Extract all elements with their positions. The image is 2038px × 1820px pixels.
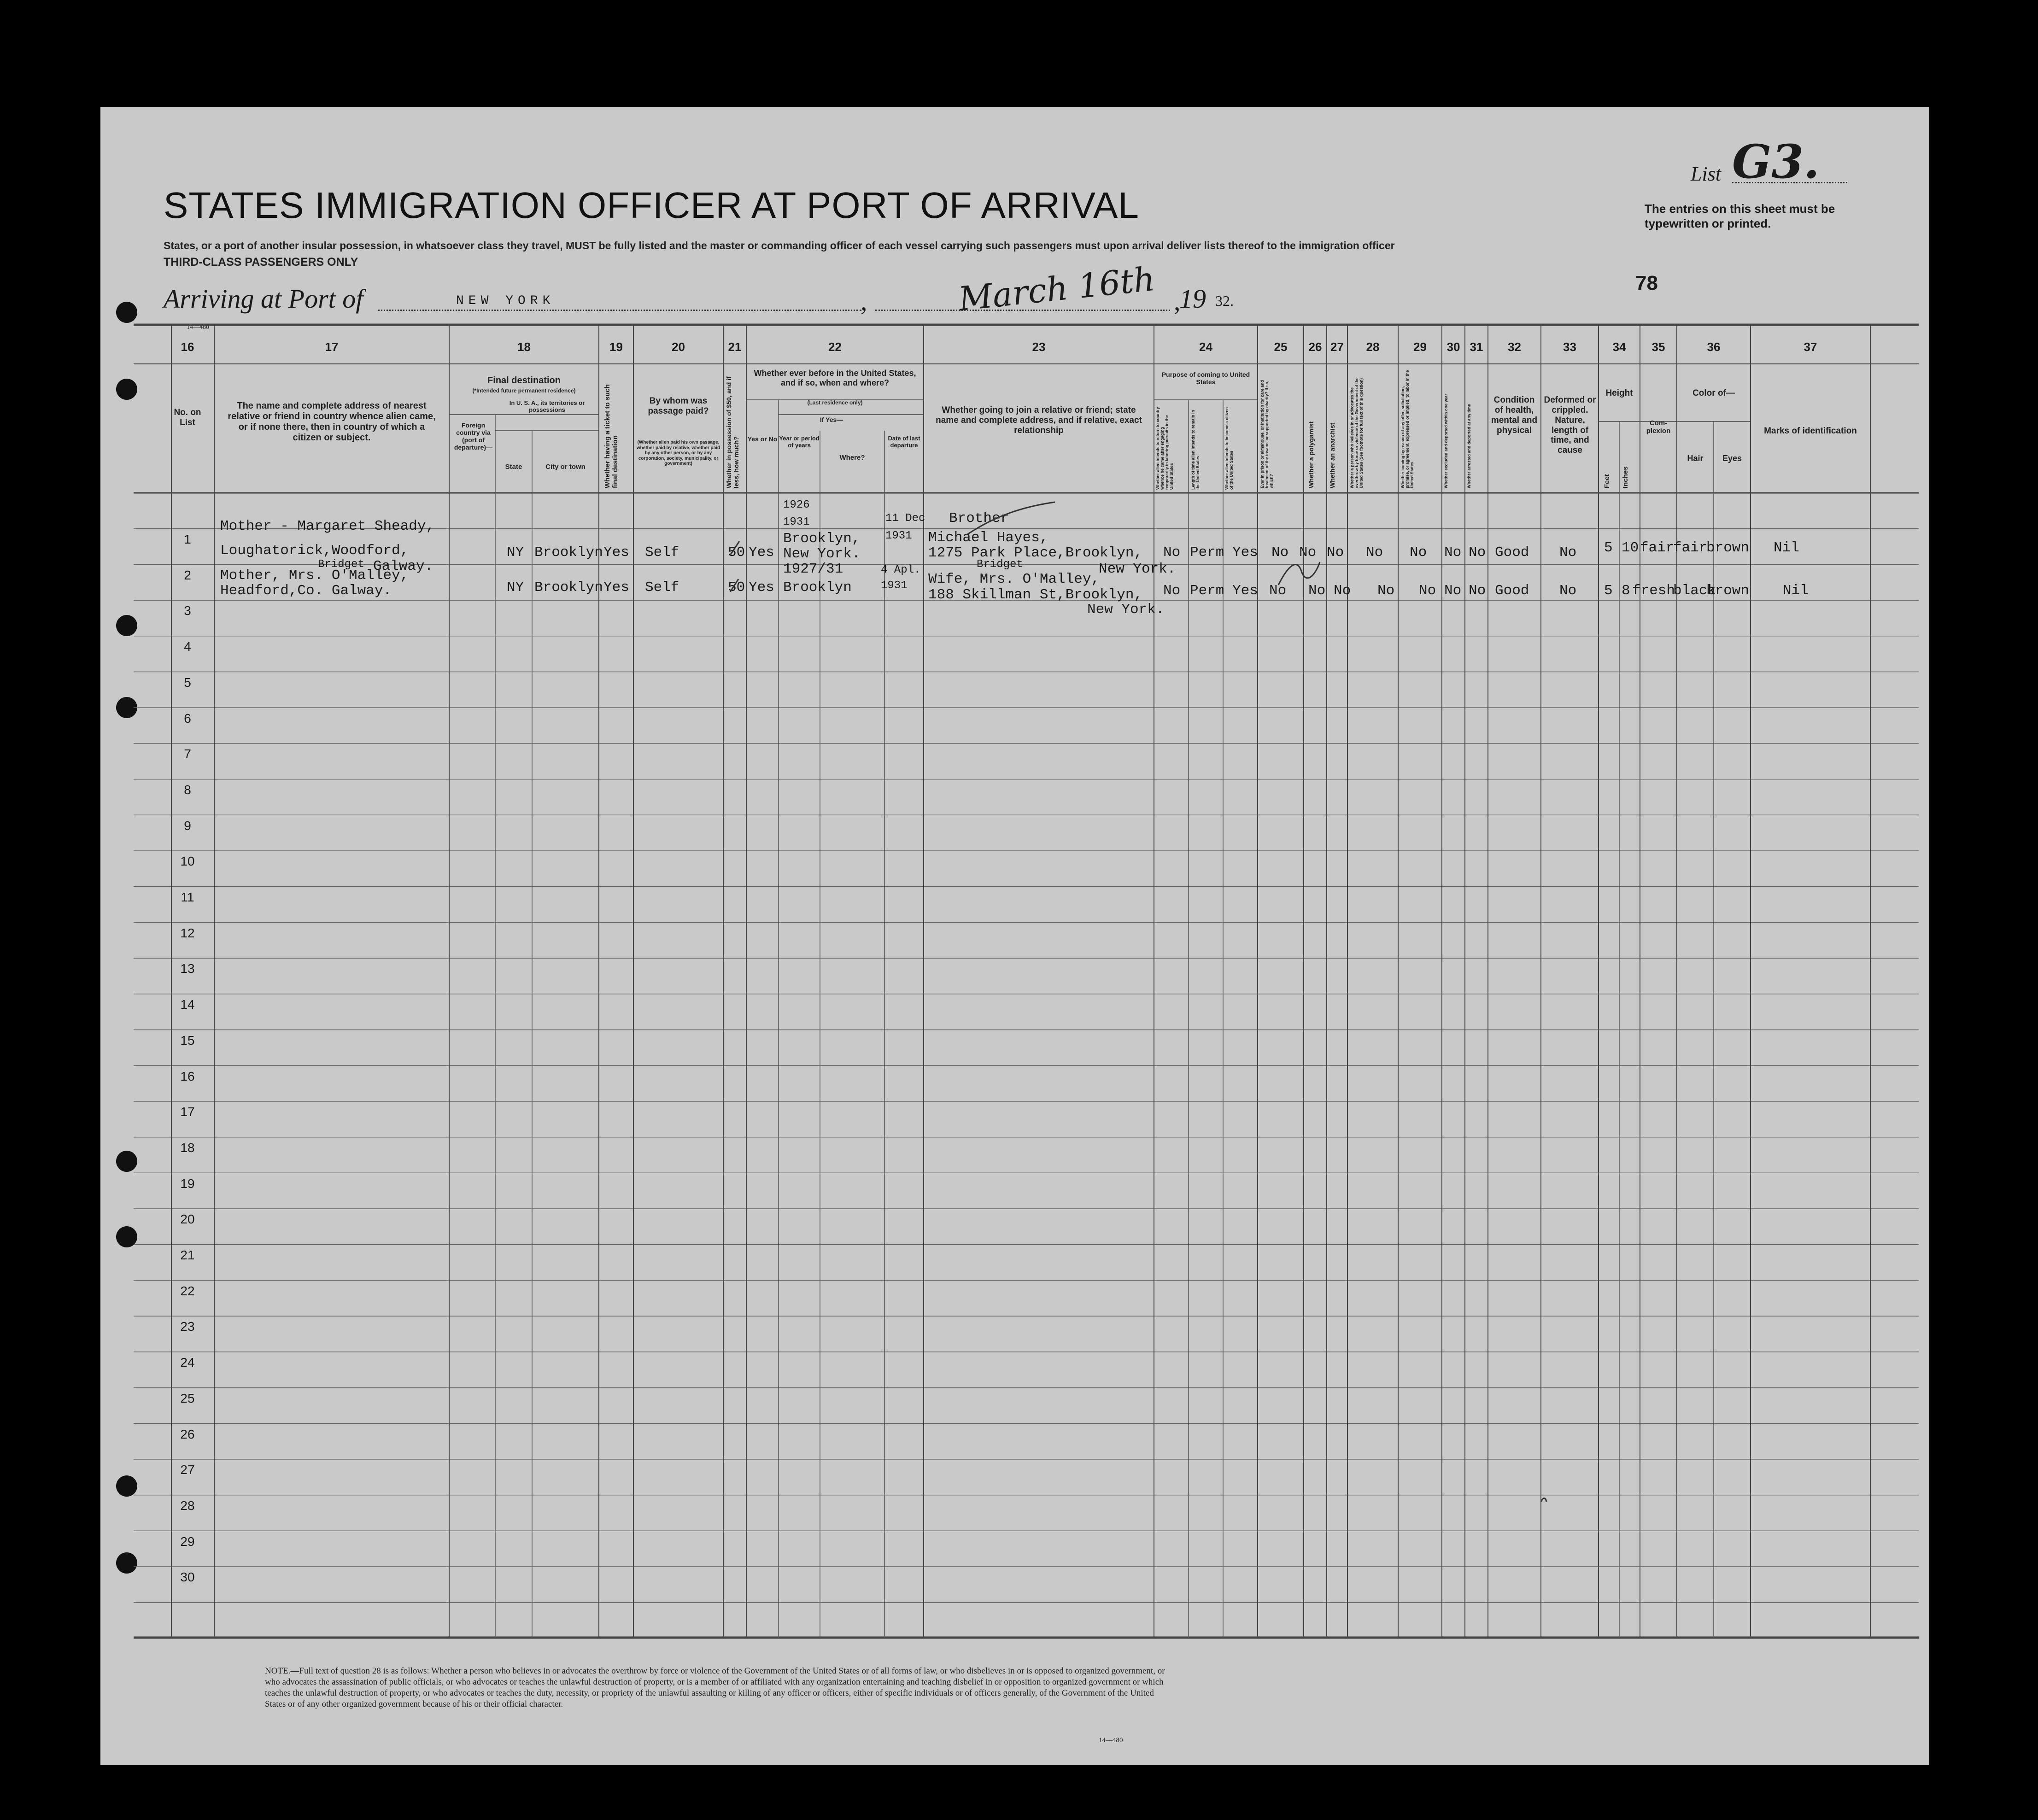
row1-years-b: 1931 (783, 516, 810, 528)
header-state: State (505, 463, 522, 471)
row-number: 24 (180, 1355, 195, 1370)
header-color-of: Color of— (1692, 388, 1735, 398)
row1-prison: No (1271, 544, 1289, 561)
column-number: 32 (1508, 340, 1521, 354)
row-number: 22 (180, 1283, 195, 1298)
row2-ticket: Yes (603, 579, 629, 596)
column-number: 17 (325, 340, 339, 354)
header-no-on-list: No. on List (174, 408, 201, 427)
row2-join-extra: Bridget (977, 558, 1023, 571)
row-number: 8 (184, 782, 191, 797)
row1-join-line2: Michael Hayes, (928, 530, 1048, 546)
column-number: 21 (728, 340, 742, 354)
handwritten-date: March 16th (956, 259, 1157, 319)
row-number: 10 (180, 854, 195, 869)
row1-return: No (1163, 544, 1181, 561)
header-purpose-return: Whether alien intends to return to country whence he came after engaging temporarily in laboring pursuits in the United States (1155, 407, 1174, 490)
row-number: 7 (184, 747, 191, 761)
header-purpose-citizen: Whether alien intends to become a citizen of the United States (1224, 407, 1234, 490)
row1-join-line1: Brother (949, 510, 1009, 527)
column-number: 18 (517, 340, 531, 354)
header-purpose-length: Length of time alien intends to remain in the United States (1191, 410, 1200, 490)
header-excluded: Whether excluded and deported within one year (1444, 393, 1448, 488)
comma: , (1174, 286, 1181, 316)
year-prefix: 19 (1179, 284, 1206, 314)
row-number: 26 (180, 1427, 195, 1441)
row2-join-line3: New York. (1087, 602, 1165, 618)
class-line: THIRD-CLASS PASSENGERS ONLY (164, 256, 358, 269)
row-number: 9 (184, 818, 191, 833)
header-final-destination-sub: (*Intended future permanent residence) (472, 387, 576, 394)
row1-relative-line1: Mother - Margaret Sheady, (220, 518, 435, 534)
row-number: 4 (184, 639, 191, 654)
row-number: 1 (184, 532, 191, 546)
row2-hair: black (1673, 583, 1716, 599)
row2-anarchist: No (1334, 583, 1351, 599)
entries-note: The entries on this sheet must be typewritten or printed. (1645, 202, 1835, 230)
column-number: 25 (1274, 340, 1288, 354)
row1-marks: Nil (1774, 540, 1799, 556)
header-city: City or town (545, 463, 586, 471)
row2-relative-line2: Headford,Co. Galway. (220, 583, 392, 599)
row-number: 18 (180, 1140, 195, 1155)
list-number: G3. (1732, 135, 1820, 189)
row2-marks: Nil (1783, 583, 1809, 599)
header-year-period: Year or period of years (779, 435, 820, 449)
row1-where-line1: Brooklyn, (783, 531, 861, 547)
header-polygamist: Whether a polygamist (1307, 421, 1315, 488)
row2-ever-in-us: Yes (749, 579, 774, 596)
column-number: 20 (672, 340, 685, 354)
header-complexion: Com-plexion (1646, 419, 1671, 435)
row-number: 15 (180, 1033, 195, 1048)
column-number: 37 (1804, 340, 1817, 354)
row-number: 16 (180, 1069, 195, 1083)
row1-paid-by: Self (645, 544, 679, 561)
header-final-destination: Final destination (487, 375, 561, 386)
row2-where: Brooklyn (783, 579, 852, 596)
column-number: 19 (609, 340, 623, 354)
header-hair: Hair (1687, 454, 1704, 463)
form-code-bottom: 14—480 (1099, 1737, 1123, 1744)
subtitle: States, or a port of another insular possession, in whatsoever class they travel, MUST be fully listed and the master or commanding officer of each vessel carrying such passengers must upon arrival deliver lists thereof to the immigration officer (164, 240, 1395, 252)
row-number: 2 (184, 568, 191, 582)
row1-length: Perm (1190, 544, 1224, 561)
row2-join-line1: Wife, Mrs. O'Malley, (928, 571, 1100, 587)
arriving-label: Arriving at Port of (164, 284, 363, 314)
header-deformed: Deformed or crippled. Nature, length of time, and cause (1544, 395, 1596, 456)
header-foreign-country: Foreign country via (port of departure)— (454, 421, 493, 451)
row1-join-line3: 1275 Park Place,Brooklyn, (928, 545, 1143, 561)
header-in-usa: In U. S. A., its territories or possessions (509, 399, 585, 413)
row1-anarchist: No (1327, 544, 1344, 561)
header-anarchist: Whether an anarchist (1329, 422, 1336, 488)
row-number: 6 (184, 711, 191, 726)
header-passage-paid: By whom was passage paid? (648, 396, 709, 416)
row2-years: 1927/31 (783, 561, 843, 577)
column-number: 30 (1447, 340, 1460, 354)
header-yes-or-no: Yes or No (747, 435, 778, 443)
row-number: 17 (180, 1105, 195, 1119)
list-label: List (1691, 163, 1722, 185)
row1-city: Brooklyn (534, 544, 603, 561)
row-number: 27 (180, 1463, 195, 1477)
row2-complexion: fresh (1632, 583, 1675, 599)
comma: , (861, 286, 867, 316)
row2-join-line2: 188 Skillman St,Brooklyn, (928, 587, 1143, 603)
row-number: 19 (180, 1176, 195, 1191)
header-feet: Feet (1603, 474, 1611, 488)
row-number: 25 (180, 1391, 195, 1405)
row1-ticket: Yes (603, 544, 629, 561)
header-money: Whether in possession of $50, and if less, how much? (725, 376, 740, 488)
row1-q28: No (1366, 544, 1383, 561)
row1-departure-b: 1931 (885, 530, 912, 542)
row2-eyes: brown (1706, 583, 1750, 599)
row1-deformed: No (1559, 544, 1577, 561)
column-number: 34 (1612, 340, 1626, 354)
row2-prison: No (1269, 583, 1287, 599)
row2-q29: No (1419, 583, 1436, 599)
column-number: 35 (1651, 340, 1665, 354)
row-number: 23 (180, 1319, 195, 1334)
row2-citizen: Yes (1232, 583, 1258, 599)
header-eyes: Eyes (1722, 454, 1742, 463)
row1-polygamist: No (1299, 544, 1317, 561)
row-number: 20 (180, 1212, 195, 1227)
header-ever-in-us: Whether ever before in the United States, and if so, when and where? (754, 369, 916, 387)
column-number: 28 (1366, 340, 1380, 354)
row2-length: Perm (1190, 583, 1224, 599)
header-marks: Marks of identification (1764, 426, 1857, 436)
row-number: 14 (180, 997, 195, 1012)
header-ever-in-us-sub: (Last residence only) (807, 399, 863, 406)
header-ticket: Whether having a ticket to such final destination (603, 384, 619, 488)
header-health: Condition of health, mental and physical (1491, 395, 1538, 435)
row2-q30: No (1444, 583, 1462, 599)
header-going-to-join: Whether going to join a relative or friend; state name and complete address, and if relative, exact relationship (936, 405, 1142, 435)
row2-q28: No (1377, 583, 1395, 599)
row1-hair: fair (1673, 540, 1708, 556)
column-number: 26 (1308, 340, 1322, 354)
row1-q31: No (1469, 544, 1486, 561)
header-inches: Inches (1622, 466, 1629, 488)
row1-money: 50 (728, 544, 745, 561)
year-suffix: 32. (1215, 293, 1234, 309)
row2-health: Good (1495, 583, 1529, 599)
row1-q29: No (1410, 544, 1427, 561)
row-number: 12 (180, 925, 195, 940)
row2-state: NY (507, 579, 524, 596)
header-question-29: Whether coming by reason of any offer, solicitation, promise, or agreement, expressed or implied, to labor in the United States (1400, 370, 1414, 488)
row2-departure-b: 1931 (881, 579, 908, 592)
row-number: 3 (184, 603, 191, 618)
column-number: 33 (1563, 340, 1576, 354)
column-number: 16 (181, 340, 194, 354)
page-number: 78 (1635, 272, 1658, 294)
row-number: 5 (184, 675, 191, 690)
row1-q30: No (1444, 544, 1462, 561)
row2-money: 50 (728, 579, 745, 596)
row-number: 30 (180, 1570, 195, 1585)
row2-departure-a: 4 Apl. (881, 564, 921, 576)
row2-feet: 5 (1604, 583, 1613, 599)
row2-deformed: No (1559, 583, 1577, 599)
port-value: NEW YORK (456, 294, 555, 308)
row1-complexion: fair (1640, 540, 1675, 556)
column-number: 36 (1707, 340, 1721, 354)
column-number: 29 (1413, 340, 1427, 354)
row1-join-line4: New York. (1099, 561, 1176, 577)
row-number: 11 (181, 890, 194, 904)
row1-feet: 5 (1604, 540, 1613, 556)
header-question-28: Whether a person who believes in or advocates the overthrow by force or violence of the Government of the United States (See footnote for full text of this question) (1350, 377, 1364, 488)
row-number: 21 (180, 1248, 195, 1262)
form-code-top: 14—480 (187, 324, 209, 331)
row2-city: Brooklyn (534, 579, 603, 596)
row2-paid-by: Self (645, 579, 679, 596)
row2-relative-extra: Bridget (318, 558, 364, 571)
header-purpose: Purpose of coming to United States (1161, 371, 1250, 386)
row2-inches: 8 (1622, 583, 1630, 599)
row1-eyes: brown (1706, 540, 1750, 556)
column-number: 22 (828, 340, 842, 354)
footnote: NOTE.—Full text of question 28 is as follows: Whether a person who believes in or advocates the overthrow by force or violence of the Government of the United States or of all forms of law, or who disbelieves in or is opposed to organized government, or who advocates the assassination of public officials, or who advocates or teaches the unlawful destruction of property, or is a member of or affiliated with any organization entertaining and teaching disbelief in or opposition to organized government or which teaches the unlawful destruction of property, or who advocates or teaches the duty, necessity, or propriety of the unlawful assaulting or killing of any officer or officers, either of specific individuals or of officers generally, of the Government of the United States or of any other organized government because of his or their official character. (265, 1666, 1165, 1709)
row1-state: NY (507, 544, 524, 561)
header-nearest-relative: The name and complete address of nearest relative or friend in country whence alien came, or if none there, then in country of which a citizen or subject. (228, 401, 436, 443)
row2-relative-line1: Mother, Mrs. O'Malley, (220, 568, 409, 584)
header-where: Where? (839, 454, 865, 462)
row1-inches: 10 (1622, 540, 1639, 556)
page-title: STATES IMMIGRATION OFFICER AT PORT OF ARRIVAL (164, 185, 1139, 226)
header-arrested: Whether arrested and deported at any time (1467, 404, 1471, 488)
row-number: 29 (180, 1534, 195, 1549)
header-if-yes: If Yes— (820, 416, 843, 423)
row1-years-a: 1926 (783, 499, 810, 511)
header-date-departure: Date of last departure (888, 435, 920, 449)
column-number: 31 (1470, 340, 1483, 354)
row1-departure-a: 11 Dec (885, 512, 925, 525)
row-number: 13 (180, 961, 195, 976)
column-number: 24 (1199, 340, 1212, 354)
header-height: Height (1605, 388, 1633, 398)
row1-relative-line2: Loughatorick,Woodford, (220, 543, 409, 559)
row1-relative-line3: Galway. (373, 558, 433, 574)
header-passage-paid-sub: (Whether alien paid his own passage, whether paid by relative, whether paid by any other person, or by any corporation, society, municipality, or government) (636, 440, 720, 466)
row1-ever-in-us: Yes (749, 544, 774, 561)
column-number: 27 (1330, 340, 1344, 354)
row1-health: Good (1495, 544, 1529, 561)
row1-where-line2: New York. (783, 546, 861, 562)
row2-return: No (1163, 583, 1181, 599)
row2-q31: No (1469, 583, 1486, 599)
row1-citizen: Yes (1232, 544, 1258, 561)
row-number: 28 (180, 1498, 195, 1513)
header-prison: Ever in prison or almshouse, or institution for care and treatment of the insane, or supported by charity? If so, which? (1260, 380, 1274, 488)
row2-polygamist: No (1308, 583, 1326, 599)
column-number: 23 (1032, 340, 1046, 354)
